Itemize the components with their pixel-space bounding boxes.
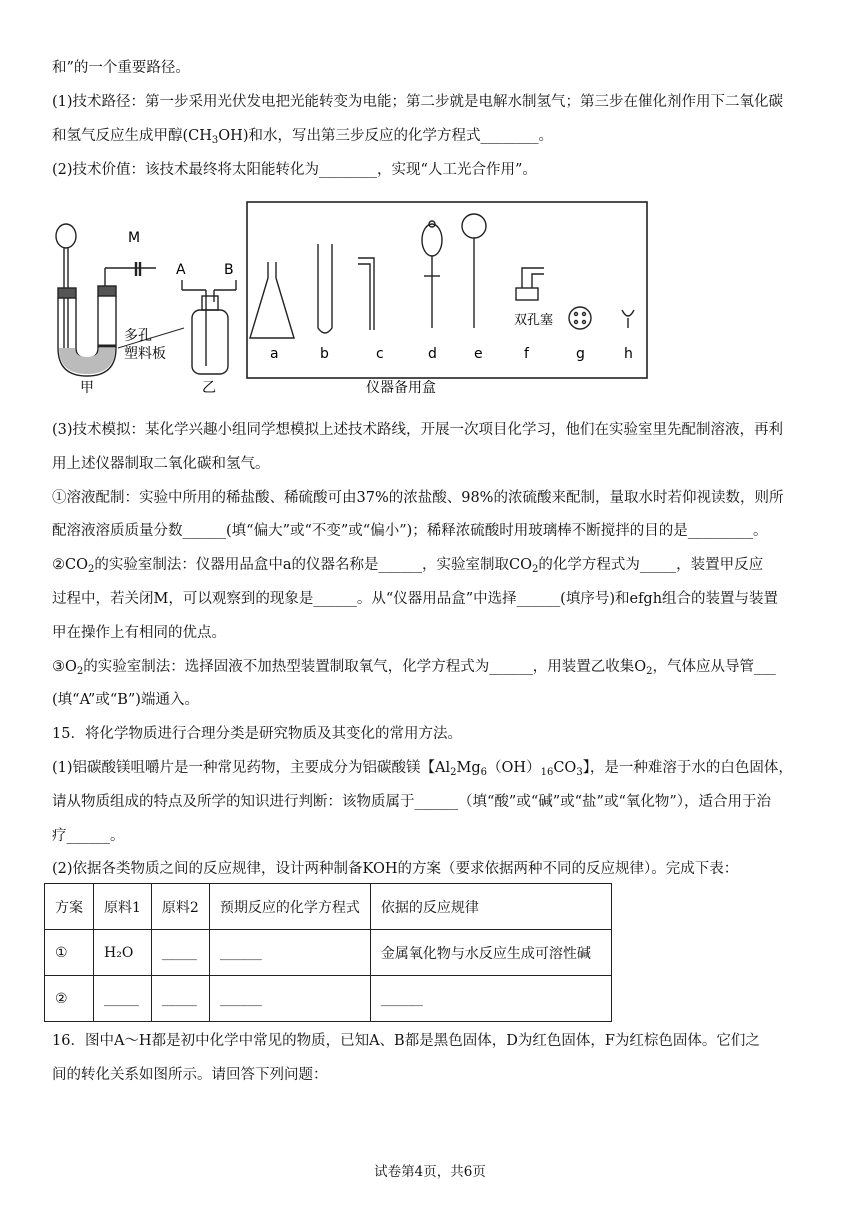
instrument-box: [247, 202, 647, 378]
label-porous: 塑料板: [124, 346, 166, 362]
label-letter: e: [474, 346, 483, 362]
table-header-cell: 依据的反应规律: [370, 884, 611, 930]
text-line: (2)技术价值：该技术最终将太阳能转化为________，实现“人工光合作用”。: [52, 162, 537, 178]
table-header-cell: 原料1: [94, 884, 152, 930]
text-line: 间的转化关系如图所示。请回答下列问题：: [52, 1067, 328, 1083]
box-caption: 仪器备用盒: [366, 380, 436, 396]
text-line: 请从物质组成的特点及所学的知识进行判断：该物质属于______（填“酸”或“碱”或“盐”或“氧化物”），适合用于治: [52, 794, 772, 810]
question-15: 15．将化学物质进行合理分类是研究物质及其变化的常用方法。: [52, 726, 462, 742]
text-line: 和”的一个重要路径。: [52, 60, 190, 76]
label-double-hole: 双孔塞: [514, 313, 554, 328]
table-cell: H₂O: [94, 930, 152, 976]
label-letter: b: [320, 346, 329, 362]
label-m: M: [128, 230, 141, 246]
table-header-cell: 预期反应的化学方程式: [209, 884, 370, 930]
table-cell: _____: [151, 976, 209, 1022]
table-header-cell: 方案: [45, 884, 94, 930]
label-letter: f: [524, 346, 529, 362]
table-row: [45, 976, 612, 1022]
label-letter: h: [624, 346, 633, 362]
label-yi: 乙: [202, 380, 216, 396]
text-line: 疗______。: [52, 828, 125, 844]
text-line: $③O_2$的实验室制法：选择固液不加热型装置制取氧气，化学方程式为______，用装置乙收集$O_2$，气体应从导管___: [52, 659, 776, 677]
text-line: (2)依据各类物质之间的反应规律，设计两种制备KOH的方案（要求依据两种不同的反应规律）。完成下表：: [52, 861, 739, 877]
table-cell: _____: [151, 930, 209, 976]
label-letter: d: [428, 346, 437, 362]
question-16: 16．图中A～H都是初中化学中常见的物质，已知A、B都是黑色固体，D为红色固体，F为红棕色固体。它们之: [52, 1033, 760, 1049]
table-cell: 金属氧化物与水反应生成可溶性碱: [370, 930, 611, 976]
label-letter: c: [376, 346, 384, 362]
label-letter: g: [576, 346, 585, 362]
page-footer: 试卷第4页，共6页: [374, 1164, 486, 1180]
label-letter: a: [270, 346, 279, 362]
text-line: (3)技术模拟：某化学兴趣小组同学想模拟上述技术路线，开展一次项目化学习，他们在实验室里先配制溶液，再利: [52, 422, 784, 438]
text-line: (填“A”或“B”)端通入。: [52, 692, 199, 708]
label-a: A: [176, 262, 186, 278]
table-row: [45, 930, 612, 976]
text-line: 配溶液溶质质量分数______(填“偏大”或“不变”或“偏小”)；稀释浓硫酸时用玻璃棒不断搅拌的目的是_________。: [52, 523, 768, 539]
table-header-cell: 原料2: [151, 884, 209, 930]
label-porous: 多孔: [124, 328, 152, 344]
text-line: 甲在操作上有相同的优点。: [52, 625, 226, 641]
instruments: [250, 214, 634, 338]
table-header-row: [45, 884, 612, 930]
table-cell: ______: [370, 976, 611, 1022]
table-cell: ①: [45, 930, 94, 976]
apparatus-figure: [44, 198, 664, 400]
text-line: ①溶液配制：实验中所用的稀盐酸、稀硫酸可由37%的浓盐酸、98%的浓硫酸来配制，量取水时若仰视读数，则所: [52, 490, 784, 506]
table-cell: _____: [94, 976, 152, 1022]
apparatus-yi: [182, 280, 236, 374]
text-line: $②CO_2$的实验室制法：仪器用品盒中a的仪器名称是______，实验室制取$CO_2$的化学方程式为_____，装置甲反应: [52, 557, 764, 575]
table-cell: ______: [209, 930, 370, 976]
text-line: (1)技术路径：第一步采用光伏发电把光能转变为电能；第二步就是电解水制氢气；第三步在催化剂作用下二氧化碳: [52, 94, 784, 110]
label-jia: 甲: [80, 380, 94, 396]
text-line: (1)铝碳酸镁咀嚼片是一种常见药物，主要成分为铝碳酸镁【$Al_2Mg_6(OH)_{16}CO_3$】，是一种难溶于水的白色固体，: [52, 760, 793, 778]
label-b: B: [224, 262, 234, 278]
text-line: 过程中，若关闭M，可以观察到的现象是______。从“仪器用品盒”中选择______(填序号)和efgh组合的装置与装置: [52, 591, 779, 607]
text-line: 和氢气反应生成甲醇$(CH_3OH)$和水，写出第三步反应的化学方程式________。: [52, 128, 553, 146]
table-cell: ______: [209, 976, 370, 1022]
text-line: 用上述仪器制取二氧化碳和氢气。: [52, 456, 270, 472]
table-cell: ②: [45, 976, 94, 1022]
koh-plan-table: [44, 883, 612, 1022]
